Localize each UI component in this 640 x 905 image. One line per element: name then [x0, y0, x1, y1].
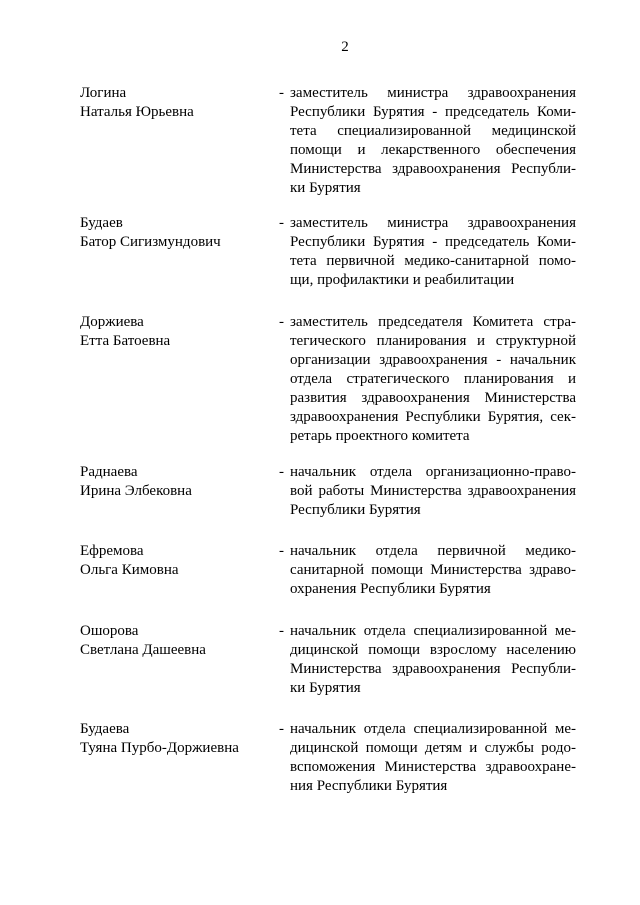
- entry-dash: -: [279, 464, 284, 480]
- role-line: тета первичной медико-санитарной помо-: [290, 253, 576, 269]
- entry-dash: -: [279, 215, 284, 231]
- member-role: [290, 622, 576, 698]
- role-line: развития здравоохранения Министерства: [290, 390, 576, 406]
- member-given-names: Светлана Дашеевна: [80, 642, 206, 658]
- role-line: начальник отдела первичной медико-: [290, 543, 576, 559]
- member-role: [290, 84, 576, 198]
- entry-dash: -: [279, 623, 284, 639]
- role-line: Республики Бурятия: [290, 502, 421, 518]
- member-given-names: Ирина Элбековна: [80, 483, 192, 499]
- member-name: [80, 214, 280, 252]
- member-role: [290, 463, 576, 520]
- entry-dash: -: [279, 721, 284, 737]
- member-surname: Логина: [80, 85, 127, 101]
- member-surname: Раднаева: [80, 464, 138, 480]
- member-name: [80, 463, 280, 501]
- role-line: Республики Бурятия - председатель Коми-: [290, 104, 576, 120]
- member-role: [290, 542, 576, 599]
- member-given-names: Наталья Юрьевна: [80, 104, 194, 120]
- member-surname: Ошорова: [80, 623, 139, 639]
- member-role: [290, 313, 576, 446]
- role-line: дицинской помощи взрослому населению: [290, 642, 576, 658]
- member-role: [290, 720, 576, 796]
- role-line: ния Республики Бурятия: [290, 778, 448, 794]
- role-line: отдела стратегического планирования и: [290, 371, 576, 387]
- role-line: ки Бурятия: [290, 180, 361, 196]
- member-given-names: Етта Батоевна: [80, 333, 171, 349]
- role-line: охранения Республики Бурятия: [290, 581, 491, 597]
- role-line: заместитель министра здравоохранения: [290, 215, 576, 231]
- role-line: здравоохранения Республики Бурятия, сек-: [290, 409, 576, 425]
- member-given-names: Батор Сигизмундович: [80, 234, 221, 250]
- member-surname: Будаев: [80, 215, 123, 231]
- page-number: 2: [341, 39, 349, 55]
- entry-dash: -: [279, 314, 284, 330]
- member-role: [290, 214, 576, 290]
- role-line: ки Бурятия: [290, 680, 361, 696]
- role-line: тета специализированной медицинской: [290, 123, 576, 139]
- member-given-names: Ольга Кимовна: [80, 562, 179, 578]
- member-name: [80, 622, 280, 660]
- role-line: тегического планирования и структурной: [290, 333, 576, 349]
- role-line: ретарь проектного комитета: [290, 428, 470, 444]
- member-given-names: Туяна Пурбо-Доржиевна: [80, 740, 239, 756]
- role-line: организации здравоохранения - начальник: [290, 352, 576, 368]
- role-line: Министерства здравоохранения Республи-: [290, 161, 576, 177]
- member-surname: Ефремова: [80, 543, 144, 559]
- role-line: начальник отдела специализированной ме-: [290, 721, 576, 737]
- role-line: начальник отдела специализированной ме-: [290, 623, 576, 639]
- role-line: вспоможения Министерства здравоохране-: [290, 759, 576, 775]
- role-line: дицинской помощи детям и службы родо-: [290, 740, 576, 756]
- member-name: [80, 84, 280, 122]
- entry-dash: -: [279, 543, 284, 559]
- role-line: заместитель министра здравоохранения: [290, 85, 576, 101]
- role-line: начальник отдела организационно-право-: [290, 464, 576, 480]
- role-line: заместитель председателя Комитета стра-: [290, 314, 576, 330]
- role-line: помощи и лекарственного обеспечения: [290, 142, 576, 158]
- member-name: [80, 720, 280, 758]
- member-surname: Будаева: [80, 721, 130, 737]
- role-line: Республики Бурятия - председатель Коми-: [290, 234, 576, 250]
- role-line: щи, профилактики и реабилитации: [290, 272, 515, 288]
- role-line: вой работы Министерства здравоохранения: [290, 483, 576, 499]
- role-line: санитарной помощи Министерства здраво-: [290, 562, 576, 578]
- role-line: Министерства здравоохранения Республи-: [290, 661, 576, 677]
- member-surname: Доржиева: [80, 314, 144, 330]
- entry-dash: -: [279, 85, 284, 101]
- member-name: [80, 542, 280, 580]
- member-name: [80, 313, 280, 351]
